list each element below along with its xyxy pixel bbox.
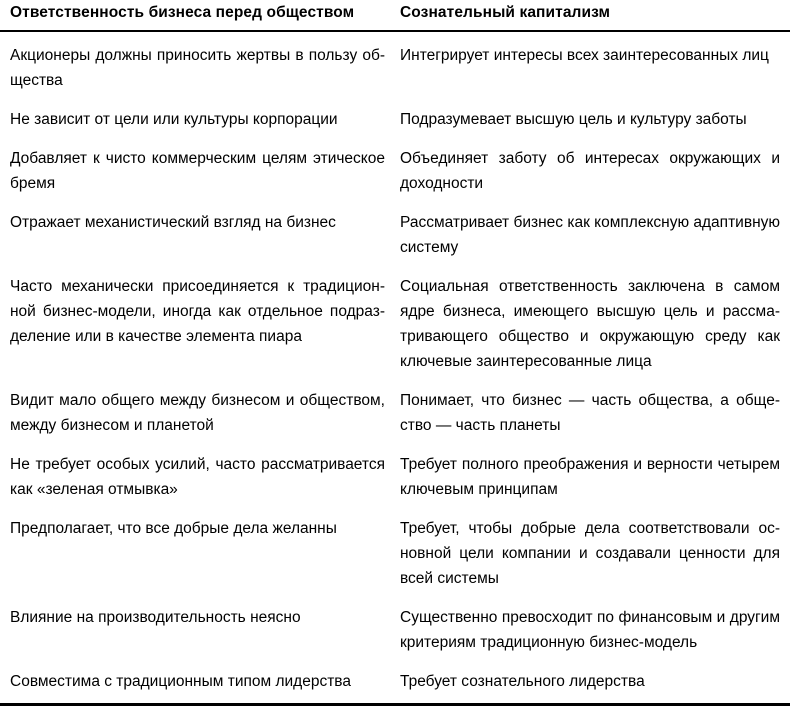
cell-left: Отражает механистический взгляд на бизнес bbox=[10, 214, 336, 231]
table-row bbox=[0, 107, 790, 132]
cell-left: Предполагает, что все добрые дела желанны bbox=[10, 520, 337, 537]
cell-left: Часто механически присоединяется к традиционной бизнес-модели, иногда как отдельное подразделение или в качестве элемента пиара bbox=[10, 278, 385, 345]
table-row bbox=[0, 388, 790, 438]
cell-right: Существенно превосходит по финансовым и другим критериям традиционную бизнес-модель bbox=[400, 609, 780, 651]
cell-left: Добавляет к чисто коммерческим целям этическое бремя bbox=[10, 150, 385, 192]
cell-right: Рассматривает бизнес как комплексную адаптивную систему bbox=[400, 214, 780, 256]
cell-right: Интегрирует интересы всех заинтересованных лиц bbox=[400, 47, 769, 64]
cell-left: Совместима с традиционным типом лидерства bbox=[10, 673, 351, 690]
table-row bbox=[0, 146, 790, 196]
cell-right: Требует сознательного лидерства bbox=[400, 673, 645, 690]
cell-right: Объединяет заботу об интересах окружающих и доходности bbox=[400, 150, 780, 192]
cell-right: Подразумевает высшую цель и культуру заботы bbox=[400, 111, 747, 128]
cell-left: Не зависит от цели или культуры корпорации bbox=[10, 111, 338, 128]
header-cell-conscious-capitalism: Сознательный капитализм bbox=[400, 4, 611, 21]
cell-right: Требует, чтобы добрые дела соответствовали основной цели компании и создавали ценности для всей системы bbox=[400, 520, 780, 587]
cell-left: Влияние на производительность неясно bbox=[10, 609, 301, 626]
table-row bbox=[0, 452, 790, 502]
table-row bbox=[0, 516, 790, 591]
comparison-table-body bbox=[0, 32, 790, 694]
cell-left: Акционеры должны приносить жертвы в пользу общества bbox=[10, 47, 385, 89]
header-cell-social-responsibility: Ответственность бизнеса перед обществом bbox=[10, 4, 355, 21]
table-bottom-rule bbox=[0, 703, 790, 706]
table-row bbox=[0, 605, 790, 655]
table-row bbox=[0, 669, 790, 694]
cell-right: Социальная ответственность заключена в самом ядре бизнеса, имеющего высшую цель и рассматривающего общество и окружающую среду как ключевые заинтересованные лица bbox=[400, 278, 780, 370]
table-row bbox=[0, 43, 790, 93]
comparison-table-header-row bbox=[0, 0, 790, 32]
table-row bbox=[0, 210, 790, 260]
table-row bbox=[0, 274, 790, 374]
cell-left: Видит мало общего между бизнесом и обществом, между бизнесом и планетой bbox=[10, 392, 385, 434]
cell-right: Понимает, что бизнес — часть общества, а общество — часть планеты bbox=[400, 392, 780, 434]
cell-left: Не требует особых усилий, часто рассматривается как «зеленая отмывка» bbox=[10, 456, 385, 498]
cell-right: Требует полного преображения и верности четырем ключевым принципам bbox=[400, 456, 780, 498]
